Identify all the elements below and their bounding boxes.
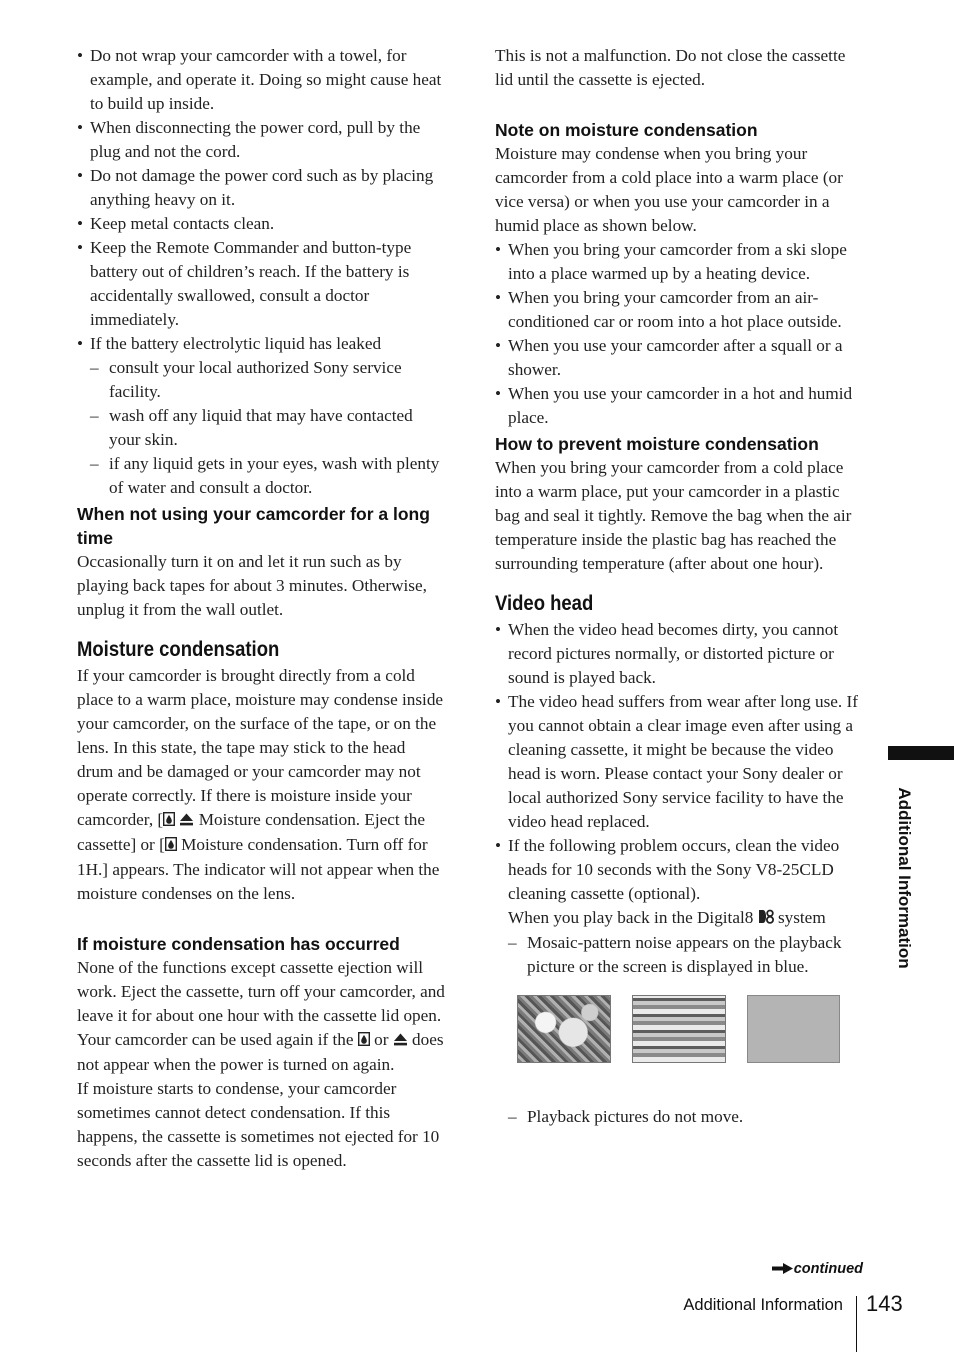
not-using-text: Occasionally turn it on and let it run such as by playing back tapes for about 3 minutes. Otherwise, unplug it from the wall outlet.: [77, 552, 427, 619]
list-item: • Keep metal contacts clean.: [77, 212, 445, 236]
note-list: [495, 238, 865, 430]
list-item: • Do not wrap your camcorder with a towel, for example, and operate it. Doing so might cause heat to build up inside.: [77, 44, 445, 116]
footer-divider: [856, 1296, 857, 1352]
arrow-right-icon: [772, 1262, 794, 1278]
section-side-label: [892, 773, 916, 983]
blank-screen-image: [747, 995, 840, 1063]
sublist-item: – if any liquid gets in your eyes, wash with plenty of water and consult a doctor.: [77, 452, 445, 500]
continued-note: [700, 1261, 863, 1278]
leak-sublist: [77, 356, 445, 500]
list-item-text: When you play back in the Digital8: [508, 908, 758, 927]
list-item-text: system: [773, 908, 826, 927]
footer-section: Additional Information: [683, 1296, 843, 1314]
prevent-text: When you bring your camcorder from a cold place into a warm place, put your camcorder in a plastic bag and seal it tightly. Remove the bag when the air temperature inside the plastic bag has reached the surrounding temperature (after about one hour).: [495, 458, 852, 573]
list-item: • When you bring your camcorder from a ski slope into a place warmed up by a heating device.: [495, 238, 865, 286]
striped-noise-image: [632, 995, 726, 1063]
list-item-text: If the following problem occurs, clean the video heads for 10 seconds with the Sony V8-25CLD cleaning cassette (optional).: [508, 836, 840, 903]
continued-text: continued: [793, 1261, 863, 1277]
page-number: 143: [866, 1291, 903, 1316]
list-item: • The video head suffers from wear after long use. If you cannot obtain a clear image even after using a cleaning cassette, it might be because the video head is worn. Please contact your Sony dealer or local authorized Sony service facility to have the video head replaced.: [495, 690, 865, 834]
moisture-text-part: Moisture condensation. Turn off for 1H.] appears. The indicator will not appear when the moisture condenses on the lens.: [77, 835, 440, 903]
not-using-heading: When not using your camcorder for a long time: [77, 504, 430, 548]
mosaic-noise-image: [517, 995, 611, 1063]
list-item: • When you use your camcorder after a squall or a shower.: [495, 334, 865, 382]
moisture-text-part: If your camcorder is brought directly from a cold place to a warm place, moisture may condense inside your camcorder, on the surface of the tape, or on the lens. In this state, the tape may stick to the head drum and be damaged or your camcorder may not operate correctly. If there is moisture inside your camcorder, [: [77, 666, 444, 829]
video-head-heading: Video head: [495, 592, 594, 615]
moisture-icon: [165, 834, 177, 858]
section-tab: [888, 746, 954, 760]
moisture-heading: Moisture condensation: [77, 638, 280, 661]
sublist-item: – consult your local authorized Sony service facility.: [77, 356, 445, 404]
intro-text: This is not a malfunction. Do not close the cassette lid until the cassette is ejected.: [495, 46, 846, 89]
occurred-text-part: does not appear when the power is turned on again.: [77, 1030, 444, 1074]
video-sublist: [495, 931, 865, 979]
moisture-text: [77, 664, 445, 906]
digital8-icon: [758, 907, 774, 931]
note-text: Moisture may condense when you bring your camcorder from a cold place into a warm place (or vice versa) or when you use your camcorder in a humid place as shown below.: [495, 144, 843, 235]
list-item: [495, 834, 865, 979]
occurred-text-2: If moisture starts to condense, your camcorder sometimes cannot detect condensation. If this happens, the cassette is sometimes not ejected for 10 seconds after the cassette lid is opened.: [77, 1079, 440, 1170]
video-head-list: [495, 618, 865, 979]
occurred-text-part: or: [369, 1030, 393, 1049]
sublist-item: – wash off any liquid that may have contacted your skin.: [77, 404, 445, 452]
prevent-heading: How to prevent moisture condensation: [495, 434, 819, 454]
list-item: • Keep the Remote Commander and button-type battery out of children’s reach. If the battery is accidentally swallowed, consult a doctor immediately.: [77, 236, 445, 332]
precautions-list: [77, 44, 445, 500]
occurred-heading: If moisture condensation has occurred: [77, 934, 400, 954]
occurred-text: [77, 956, 445, 1077]
list-item-text: If the battery electrolytic liquid has leaked: [90, 334, 382, 353]
left-column: [77, 44, 445, 1173]
occurred-text-part: None of the functions except cassette ejection will work. Eject the cassette, turn off your camcorder, and leave it for about one hour with the cassette lid open. Your camcorder can be used again if the: [77, 958, 445, 1049]
list-item: • When disconnecting the power cord, pull by the plug and not the cord.: [77, 116, 445, 164]
list-item: • When you bring your camcorder from an air-conditioned car or room into a hot place outside.: [495, 286, 865, 334]
list-item: • Do not damage the power cord such as by placing anything heavy on it.: [77, 164, 445, 212]
sublist-item: – Mosaic-pattern noise appears on the playback picture or the screen is displayed in blue.: [495, 931, 865, 979]
video-sublist-2: [495, 1105, 865, 1129]
list-item: [77, 332, 445, 500]
moisture-text-part: Moisture condensation. Eject the cassette] or [: [77, 810, 425, 854]
moisture-icon: [358, 1029, 370, 1053]
section-side-label-text: Additional Information: [895, 787, 914, 969]
list-item: • When the video head becomes dirty, you cannot record pictures normally, or distorted picture or sound is played back.: [495, 618, 865, 690]
eject-icon: [179, 809, 194, 833]
right-column: [495, 44, 865, 1129]
eject-icon: [393, 1029, 408, 1053]
note-heading: Note on moisture condensation: [495, 120, 758, 140]
list-item: • When you use your camcorder in a hot and humid place.: [495, 382, 865, 430]
sublist-item: – Playback pictures do not move.: [495, 1105, 865, 1129]
playback-examples: [495, 995, 865, 1095]
moisture-icon: [163, 809, 175, 833]
